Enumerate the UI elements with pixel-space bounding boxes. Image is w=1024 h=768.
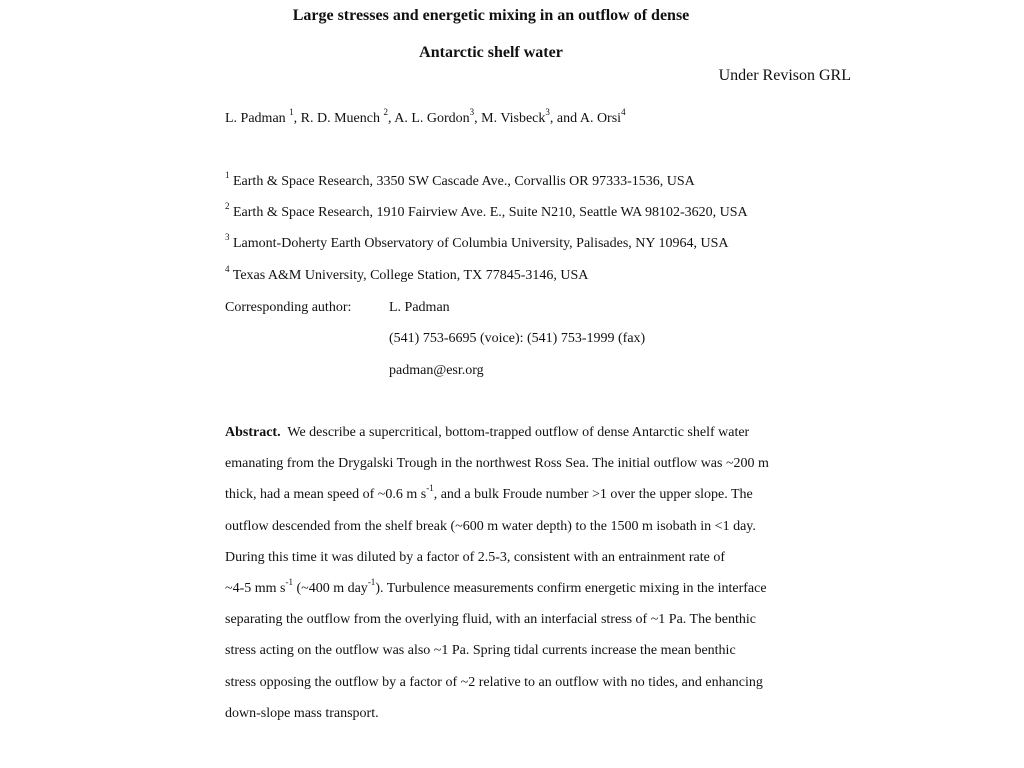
abstract-line: During this time it was diluted by a factor of 2.5-3, consistent with an entrainment rate of xyxy=(225,549,725,565)
author-name: , M. Visbeck xyxy=(474,111,546,126)
abstract-line xyxy=(225,425,785,456)
author-name: , R. D. Muench xyxy=(293,111,380,126)
abstract-text: (~400 m day xyxy=(292,580,368,596)
abstract-text: ~4-5 mm s xyxy=(225,580,286,596)
title-line-2: Antarctic shelf water xyxy=(419,44,563,61)
affiliation-number: 1 xyxy=(225,170,230,180)
author-affiliation-sup: 3 xyxy=(545,107,550,117)
abstract-text: , and a bulk Froude number >1 over the upper slope. The xyxy=(433,487,753,503)
author-name: , A. L. Gordon xyxy=(387,111,470,126)
abstract-superscript: -1 xyxy=(285,576,293,587)
affiliation-text: Earth & Space Research, 1910 Fairview Ave. E., Suite N210, Seattle WA 98102-3620, USA xyxy=(233,205,748,220)
affiliation-1 xyxy=(225,170,695,190)
abstract-line: stress opposing the outflow by a factor of ~2 relative to an outflow with no tides, and enhancing xyxy=(225,674,763,690)
affiliation-2 xyxy=(225,201,748,221)
author-affiliation-sup: 1 xyxy=(289,107,294,117)
abstract-line: separating the outflow from the overlying fluid, with an interfacial stress of ~1 Pa. The benthic xyxy=(225,612,757,628)
title-line-1: Large stresses and energetic mixing in an outflow of dense xyxy=(292,7,690,24)
corresponding-author-name: L. Padman xyxy=(389,300,450,315)
abstract-text: We describe a supercritical, bottom-trapped outflow of dense Antarctic shelf water xyxy=(287,425,750,440)
author-affiliation-sup: 3 xyxy=(469,107,475,117)
author-affiliation-sup: 2 xyxy=(383,107,388,117)
affiliation-number: 4 xyxy=(225,264,230,274)
abstract-line: emanating from the Drygalski Trough in the northwest Ross Sea. The initial outflow was ~200 m xyxy=(225,456,769,472)
affiliation-text: Earth & Space Research, 3350 SW Cascade Ave., Corvallis OR 97333-1536, USA xyxy=(233,174,695,189)
corresponding-author-label: Corresponding author: xyxy=(225,300,352,315)
abstract-line xyxy=(225,483,785,518)
review-status: Under Revison GRL xyxy=(718,67,851,84)
abstract-text: ). Turbulence measurements confirm energetic mixing in the interface xyxy=(375,580,767,596)
author-name: L. Padman xyxy=(225,111,286,126)
abstract-superscript: -1 xyxy=(367,576,376,587)
affiliation-text: Texas A&M University, College Station, TX 77845-3146, USA xyxy=(232,268,589,283)
affiliation-text: Lamont-Doherty Earth Observatory of Columbia University, Palisades, NY 10964, USA xyxy=(233,236,729,251)
author-affiliation-sup: 4 xyxy=(621,107,626,117)
abstract-line: outflow descended from the shelf break (~600 m water depth) to the 1500 m isobath in <1 day. xyxy=(225,518,756,534)
abstract-line: stress acting on the outflow was also ~1 Pa. Spring tidal currents increase the mean benthic xyxy=(225,643,736,659)
affiliation-number: 3 xyxy=(225,232,230,242)
abstract-superscript: -1 xyxy=(426,483,434,494)
affiliation-4 xyxy=(225,264,589,284)
abstract-text: thick, had a mean speed of ~0.6 m s xyxy=(225,487,427,503)
affiliation-number: 2 xyxy=(225,201,230,211)
corresponding-author-phone: (541) 753-6695 (voice): (541) 753-1999 (fax) xyxy=(389,331,646,346)
abstract-line: down-slope mass transport. xyxy=(225,705,379,721)
author-name: , and A. Orsi xyxy=(549,111,622,126)
abstract-line xyxy=(225,576,785,612)
abstract xyxy=(225,425,785,737)
author-list xyxy=(225,107,626,127)
corresponding-author-email[interactable]: padman@esr.org xyxy=(389,363,484,378)
abstract-label: Abstract. xyxy=(225,425,281,440)
affiliation-3 xyxy=(225,232,729,252)
